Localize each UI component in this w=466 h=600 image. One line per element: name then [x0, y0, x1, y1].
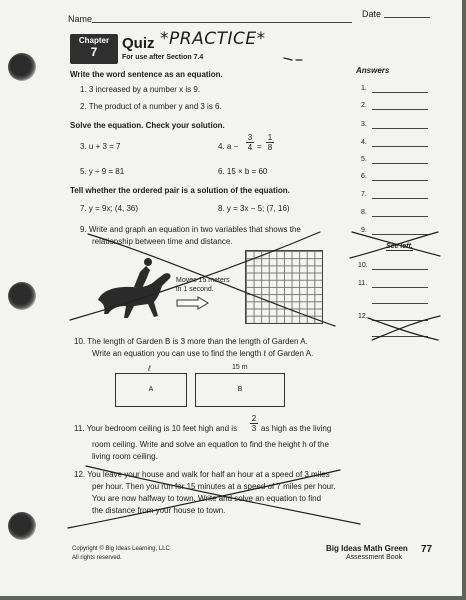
problem-7: 7. y = 9x; (4, 36) [80, 204, 139, 213]
answer-number-7: 7. [361, 191, 367, 198]
answers-title: Answers [356, 66, 390, 75]
fraction-denominator: 8 [267, 143, 273, 152]
speed-sign-line-2: in 1 second. [176, 286, 214, 293]
answer-number-6: 6. [361, 173, 367, 180]
answer-number-4: 4. [361, 139, 367, 146]
fraction-numerator: 3 [247, 133, 253, 142]
page-number: 77 [421, 544, 433, 555]
garden-a-length-label: ℓ [148, 364, 151, 373]
answer-number-8: 8. [361, 209, 367, 216]
fraction-numerator: 2 [251, 414, 257, 423]
quiz-subtitle: For use after Section 7.4 [122, 54, 204, 61]
problem-12-line-3: You are now halfway to town. Write and solve an equation to find [92, 494, 322, 503]
problem-4-equals: = [257, 142, 262, 151]
problem-10-line-2: Write an equation you can use to find the length ℓ of Garden A. [92, 349, 314, 358]
problem-9-line-2: relationship between time and distance. [92, 237, 233, 246]
garden-a-label: A [148, 386, 154, 393]
problem-12-line-1: 12. You leave your house and walk for half an hour at a speed of 3 miles [74, 470, 330, 479]
answer-number-12: 12. [358, 313, 368, 320]
answer-number-10: 10. [358, 262, 368, 269]
problem-11-line-2: room ceiling. Write and solve an equation to find the height h of the [92, 440, 329, 449]
problem-8: 8. y = 3x − 5; (7, 16) [218, 204, 290, 213]
footer-copyright-line-1: Copyright © Big Ideas Learning, LLC [72, 546, 170, 552]
name-label: Name [68, 14, 93, 24]
problem-10-line-1: 10. The length of Garden B is 3 more than the length of Garden A. [74, 337, 308, 346]
fraction-numerator: 1 [267, 133, 273, 142]
problem-12-line-2: per hour. Then you run for 15 minutes at a speed of 7 miles per hour. [92, 482, 336, 491]
problem-5: 5. y ÷ 9 = 81 [80, 167, 125, 176]
problem-2: 2. The product of a number y and 3 is 6. [80, 102, 222, 111]
problem-11-line-3: living room ceiling. [92, 452, 158, 461]
answer-number-9: 9. [361, 227, 367, 234]
date-label: Date [362, 9, 382, 19]
footer-copyright-line-2: All rights reserved. [72, 555, 122, 561]
handwritten-practice-note: *PRACTICE* [160, 29, 266, 49]
problem-11-line-1a: 11. Your bedroom ceiling is 10 feet high and is [74, 424, 238, 433]
answer-number-11: 11. [358, 280, 368, 287]
problem-1: 1. 3 increased by a number x is 9. [80, 85, 201, 94]
problem-11-line-1b: as high as the living [261, 424, 332, 433]
section-heading-ordered-pair: Tell whether the ordered pair is a solution of the equation. [70, 186, 290, 195]
fraction-denominator: 3 [251, 424, 257, 433]
garden-b-length-label: 15 m [232, 364, 248, 371]
garden-b-label: B [237, 386, 243, 393]
answer-number-3: 3. [361, 121, 367, 128]
problem-12-line-4: the distance from your house to town. [92, 506, 226, 515]
see-left-note: See left. [386, 243, 413, 250]
footer-book-subtitle: Assessment Book [346, 554, 403, 561]
fraction-denominator: 4 [247, 143, 253, 152]
problem-3: 3. u + 3 = 7 [80, 142, 121, 151]
problem-4: 4. a − [218, 142, 239, 151]
chapter-number: 7 [90, 45, 98, 59]
problem-9-line-1: 9. Write and graph an equation in two variables that shows the [80, 225, 301, 234]
speed-sign-line-1: Moves 15 meters [176, 277, 230, 284]
chapter-label: Chapter [78, 36, 110, 45]
section-heading-word-sentence: Write the word sentence as an equation. [70, 70, 223, 79]
footer-book-title: Big Ideas Math Green [326, 544, 408, 553]
answer-number-5: 5. [361, 156, 367, 163]
section-heading-solve: Solve the equation. Check your solution. [70, 121, 225, 130]
quiz-title: Quiz [122, 35, 155, 52]
answer-number-1: 1. [361, 85, 367, 92]
problem-6: 6. 15 × b = 60 [218, 167, 268, 176]
answer-number-2: 2. [361, 102, 367, 109]
